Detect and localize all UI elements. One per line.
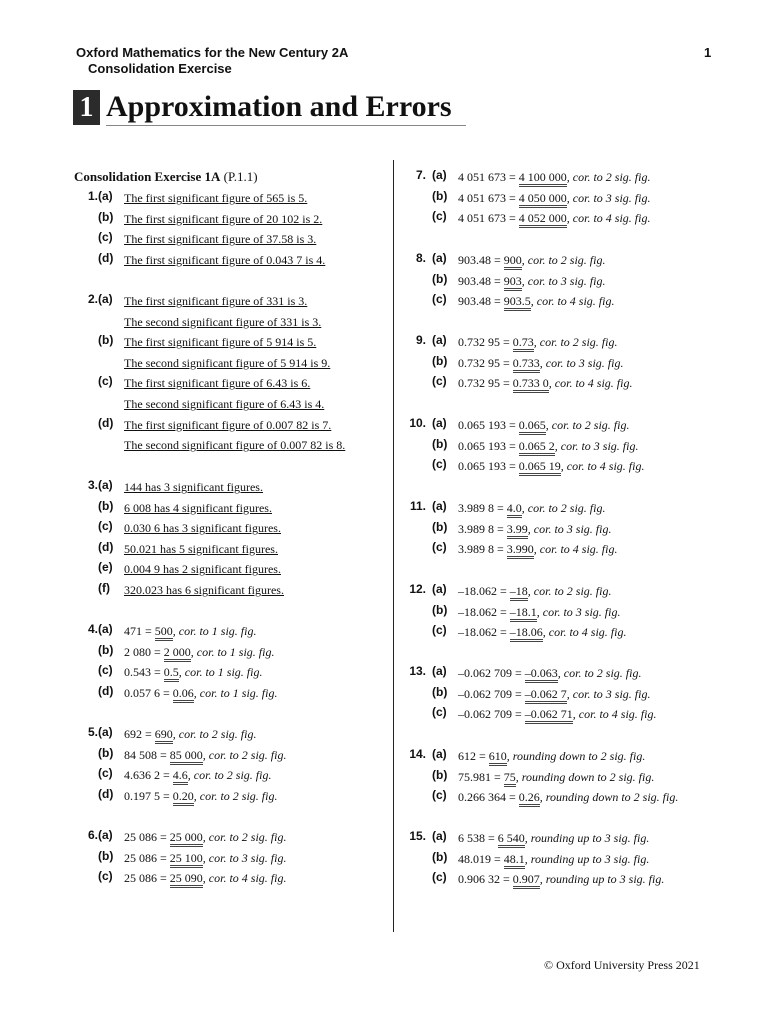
expression: 25 086 = (124, 830, 170, 844)
expression: 4.636 2 = (124, 768, 173, 783)
rounding-note: , cor. to 4 sig. fig. (530, 294, 615, 309)
answer-line (124, 210, 322, 228)
expression: 75.981 = (458, 769, 504, 784)
part-label: (c) (432, 292, 447, 307)
part-label: (b) (98, 498, 114, 513)
question-number: 2. (87, 292, 98, 306)
answer-value: 0.20 (173, 789, 194, 806)
chapter-title-rule (106, 125, 466, 126)
expression: 0.065 193 = (458, 438, 519, 453)
answer-text: The second significant figure of 5 914 is 9. (124, 355, 331, 370)
expression: 903.48 = (458, 253, 504, 267)
rounding-note: , cor. to 1 sig. fig. (178, 665, 263, 680)
rounding-note: , cor. to 3 sig. fig. (554, 438, 639, 453)
chapter-title: Approximation and Errors (106, 90, 452, 123)
book-title: Oxford Mathematics for the New Century 2A (76, 45, 349, 60)
rounding-note: , cor. to 3 sig. fig. (521, 273, 606, 288)
rounding-note: , cor. to 2 sig. fig. (521, 501, 606, 515)
answer-text: The first significant figure of 0.043 7 is 4. (124, 252, 326, 267)
answer-line (124, 499, 272, 517)
answer-text: 320.023 has 6 significant figures. (124, 583, 284, 597)
expression: 0.732 95 = (458, 335, 513, 349)
question-number: 11. (409, 499, 426, 513)
rounding-note: , cor. to 1 sig. fig. (172, 624, 257, 638)
answer-value: 3.990 (507, 542, 534, 559)
rounding-note: , cor. to 4 sig. fig. (533, 542, 618, 557)
expression: 2 080 = (124, 644, 164, 659)
answer-text: The second significant figure of 0.007 82 is 8. (124, 438, 346, 453)
part-label: (d) (98, 683, 114, 698)
answer-line (458, 623, 626, 641)
answer-line (458, 354, 623, 372)
expression: 0.732 95 = (458, 355, 513, 370)
answer-value: 4 050 000 (519, 191, 567, 208)
part-label: (a) (98, 622, 113, 636)
answer-value: 85 000 (170, 748, 203, 765)
part-label: (a) (432, 168, 447, 182)
answer-value: 25 100 (170, 851, 203, 868)
rounding-note: , cor. to 2 sig. fig. (521, 253, 606, 267)
part-label: (b) (98, 745, 114, 760)
rounding-note: , rounding down to 2 sig. fig. (506, 749, 646, 763)
question-number: 15. (409, 829, 426, 843)
part-label: (b) (432, 602, 448, 617)
part-label: (c) (98, 869, 113, 884)
answer-text: The first significant figure of 20 102 is 2. (124, 211, 323, 226)
part-label: (a) (432, 829, 447, 843)
rounding-note: , cor. to 2 sig. fig. (202, 830, 287, 844)
section-ref: (P.1.1) (220, 169, 258, 184)
answer-value: 4.0 (507, 501, 522, 518)
answer-line (124, 374, 310, 392)
expression: 4 051 673 = (458, 211, 519, 226)
expression: 612 = (458, 749, 489, 763)
rounding-note: , cor. to 2 sig. fig. (527, 584, 612, 598)
rounding-note: , cor. to 3 sig. fig. (539, 355, 624, 370)
part-label: (c) (432, 788, 447, 803)
answer-line (458, 747, 645, 765)
question-number: 9. (415, 333, 426, 347)
rounding-note: , cor. to 2 sig. fig. (566, 170, 651, 184)
answer-value: 903.5 (504, 294, 531, 311)
answer-line (124, 416, 331, 434)
part-label: (c) (432, 457, 447, 472)
answer-line (124, 292, 307, 310)
answer-line (458, 603, 620, 621)
rounding-note: , cor. to 1 sig. fig. (193, 685, 278, 700)
answer-line (458, 251, 605, 269)
answer-line (124, 395, 324, 413)
part-label: (c) (432, 540, 447, 555)
answer-line (124, 849, 286, 867)
part-label: (d) (98, 415, 114, 430)
part-label: (a) (98, 189, 113, 203)
answer-value: 25 000 (170, 830, 203, 847)
answer-value: 0.5 (164, 665, 179, 682)
answer-text: 50.021 has 5 significant figures. (124, 541, 278, 556)
answer-line (124, 766, 271, 784)
answer-line (124, 622, 256, 640)
part-label: (c) (98, 374, 113, 389)
answer-line (124, 828, 286, 846)
answer-line (124, 684, 277, 702)
question-number: 8. (415, 251, 426, 265)
part-label: (b) (432, 271, 448, 286)
answer-line (124, 643, 274, 661)
answer-line (458, 416, 629, 434)
answer-value: 4 100 000 (519, 170, 567, 187)
question-number: 13. (409, 664, 426, 678)
expression: 3.989 8 = (458, 501, 507, 515)
answer-line (124, 189, 307, 207)
rounding-note: , cor. to 3 sig. fig. (202, 850, 287, 865)
answer-value: 75 (504, 770, 516, 787)
answer-value: 0.733 (513, 356, 540, 373)
answer-value: 4 052 000 (519, 211, 567, 228)
rounding-note: , cor. to 4 sig. fig. (548, 376, 633, 391)
answer-line (124, 354, 330, 372)
answer-value: –0.063 (525, 666, 558, 683)
answer-value: 6 540 (498, 831, 525, 848)
answer-line (458, 664, 641, 682)
answer-line (458, 829, 649, 847)
part-label: (a) (432, 747, 447, 761)
chapter-number: 1 (73, 90, 100, 125)
part-label: (b) (432, 188, 448, 203)
answer-line (458, 189, 650, 207)
rounding-note: , cor. to 3 sig. fig. (566, 686, 651, 701)
answer-line (124, 787, 277, 805)
answer-line (458, 788, 678, 806)
question-number: 6. (87, 828, 98, 842)
part-label: (c) (98, 230, 113, 245)
answer-value: 48.1 (504, 852, 525, 869)
answer-text: 0.004 9 has 2 significant figures. (124, 562, 281, 577)
rounding-note: , rounding down to 2 sig. fig. (515, 769, 655, 784)
answer-value: 610 (489, 749, 507, 766)
expression: 0.065 193 = (458, 459, 519, 474)
part-label: (c) (432, 209, 447, 224)
answer-value: 0.26 (519, 790, 540, 807)
answer-value: –0.062 7 (525, 687, 567, 704)
question-number: 14. (409, 747, 426, 761)
answer-line (124, 725, 256, 743)
expression: 0.543 = (124, 665, 164, 680)
answer-line (458, 768, 654, 786)
section-title-text: Consolidation Exercise 1A (74, 169, 221, 184)
page-number: 1 (704, 45, 712, 60)
rounding-note: , cor. to 3 sig. fig. (536, 604, 621, 619)
answer-line (458, 374, 632, 392)
answer-line (124, 519, 281, 537)
answer-line (124, 436, 345, 454)
answer-line (124, 663, 262, 681)
answer-text: The first significant figure of 565 is 5. (124, 191, 308, 205)
answer-line (124, 251, 325, 269)
answer-value: 500 (155, 624, 173, 641)
expression: 3.989 8 = (458, 542, 507, 557)
rounding-note: , rounding up to 3 sig. fig. (539, 872, 665, 887)
expression: 4 051 673 = (458, 190, 519, 205)
expression: 0.732 95 = (458, 376, 513, 391)
expression: 903.48 = (458, 294, 504, 309)
part-label: (a) (98, 725, 113, 739)
answer-line (458, 582, 611, 600)
expression: –0.062 709 = (458, 707, 525, 722)
part-label: (c) (98, 519, 113, 534)
answer-line (124, 230, 316, 248)
answer-line (458, 540, 617, 558)
part-label: (c) (98, 663, 113, 678)
question-number: 5. (87, 725, 98, 739)
part-label: (b) (432, 849, 448, 864)
expression: 0.266 364 = (458, 790, 519, 805)
rounding-note: , cor. to 4 sig. fig. (572, 707, 657, 722)
answer-value: 0.907 (513, 872, 540, 889)
expression: 25 086 = (124, 871, 170, 886)
answer-line (458, 499, 605, 517)
rounding-note: , cor. to 4 sig. fig. (560, 459, 645, 474)
answer-line (458, 870, 664, 888)
answer-text: The second significant figure of 6.43 is 4. (124, 397, 325, 411)
expression: 48.019 = (458, 851, 504, 866)
answer-text: The first significant figure of 6.43 is 6. (124, 376, 311, 391)
part-label: (a) (432, 582, 447, 596)
rounding-note: , rounding up to 3 sig. fig. (524, 831, 650, 845)
part-label: (e) (98, 560, 113, 575)
answer-text: The second significant figure of 331 is 3. (124, 314, 322, 329)
answer-line (458, 850, 649, 868)
question-number: 7. (415, 168, 426, 182)
answer-text: 0.030 6 has 3 significant figures. (124, 521, 281, 536)
answer-value: 0.065 (519, 418, 546, 435)
part-label: (c) (432, 705, 447, 720)
answer-line (124, 478, 263, 496)
page-subtitle: Consolidation Exercise (88, 61, 232, 76)
answer-text: 144 has 3 significant figures. (124, 480, 263, 494)
expression: 3.989 8 = (458, 521, 507, 536)
expression: –18.062 = (458, 604, 510, 619)
question-number: 1. (87, 189, 98, 203)
rounding-note: , cor. to 4 sig. fig. (542, 625, 627, 640)
answer-line (124, 540, 278, 558)
part-label: (a) (432, 499, 447, 513)
answer-value: 900 (504, 253, 522, 270)
answer-line (124, 746, 286, 764)
answer-line (124, 313, 321, 331)
expression: 0.065 193 = (458, 418, 519, 432)
part-label: (a) (432, 664, 447, 678)
part-label: (d) (98, 786, 114, 801)
rounding-note: , cor. to 3 sig. fig. (566, 190, 651, 205)
answer-text: The first significant figure of 37.58 is 3. (124, 232, 317, 247)
answer-value: –18.1 (510, 605, 537, 622)
answer-line (458, 272, 605, 290)
part-label: (b) (98, 848, 114, 863)
expression: 6 538 = (458, 831, 498, 845)
expression: –0.062 709 = (458, 666, 525, 680)
answer-line (124, 581, 284, 599)
answer-line (458, 333, 617, 351)
answer-value: 2 000 (164, 645, 191, 662)
answer-value: 0.73 (513, 335, 534, 352)
part-label: (b) (98, 333, 114, 348)
question-number: 10. (409, 416, 426, 430)
expression: 692 = (124, 727, 155, 741)
answer-line (458, 457, 644, 475)
answer-value: –0.062 71 (525, 707, 573, 724)
answer-line (124, 333, 316, 351)
answer-value: –18 (510, 584, 528, 601)
rounding-note: , rounding up to 3 sig. fig. (524, 851, 650, 866)
question-number: 3. (87, 478, 98, 492)
part-label: (c) (432, 374, 447, 389)
part-label: (b) (432, 767, 448, 782)
copyright-footer: © Oxford University Press 2021 (544, 958, 700, 972)
part-label: (a) (432, 416, 447, 430)
section-title (74, 169, 258, 185)
part-label: (b) (432, 436, 448, 451)
part-label: (d) (98, 250, 114, 265)
answer-value: 690 (155, 727, 173, 744)
answer-line (458, 437, 638, 455)
question-number: 4. (87, 622, 98, 636)
answer-text: The first significant figure of 331 is 3. (124, 294, 308, 308)
part-label: (a) (98, 292, 113, 306)
rounding-note: , cor. to 3 sig. fig. (527, 521, 612, 536)
answer-value: 3.99 (507, 522, 528, 539)
answer-line (458, 168, 650, 186)
part-label: (c) (432, 870, 447, 885)
expression: –18.062 = (458, 625, 510, 640)
part-label: (c) (432, 623, 447, 638)
answer-line (458, 520, 611, 538)
part-label: (b) (432, 353, 448, 368)
answer-value: 0.065 19 (519, 459, 561, 476)
expression: –18.062 = (458, 584, 510, 598)
answer-text: The first significant figure of 0.007 82 is 7. (124, 417, 332, 432)
part-label: (a) (98, 478, 113, 492)
rounding-note: , cor. to 2 sig. fig. (533, 335, 618, 349)
rounding-note: , cor. to 2 sig. fig. (202, 747, 287, 762)
part-label: (b) (432, 519, 448, 534)
rounding-note: , cor. to 2 sig. fig. (193, 788, 278, 803)
part-label: (c) (98, 766, 113, 781)
answer-value: 25 090 (170, 871, 203, 888)
answer-line (458, 685, 650, 703)
rounding-note: , rounding down to 2 sig. fig. (539, 790, 679, 805)
rounding-note: , cor. to 4 sig. fig. (566, 211, 651, 226)
question-number: 12. (409, 582, 426, 596)
expression: –0.062 709 = (458, 686, 525, 701)
rounding-note: , cor. to 1 sig. fig. (190, 644, 275, 659)
answer-text: 6 008 has 4 significant figures. (124, 500, 272, 515)
part-label: (a) (432, 251, 447, 265)
part-label: (f) (98, 581, 110, 595)
expression: 0.197 5 = (124, 788, 173, 803)
rounding-note: , cor. to 2 sig. fig. (187, 768, 272, 783)
rounding-note: , cor. to 4 sig. fig. (202, 871, 287, 886)
answer-line (124, 869, 286, 887)
rounding-note: , cor. to 2 sig. fig. (545, 418, 630, 432)
rounding-note: , cor. to 2 sig. fig. (172, 727, 257, 741)
part-label: (a) (98, 828, 113, 842)
answer-line (458, 209, 650, 227)
part-label: (b) (432, 684, 448, 699)
answer-value: 4.6 (173, 768, 188, 785)
answer-value: 903 (504, 274, 522, 291)
expression: 471 = (124, 624, 155, 638)
part-label: (b) (98, 209, 114, 224)
expression: 84 508 = (124, 747, 170, 762)
column-divider (393, 160, 394, 932)
answer-line (458, 292, 614, 310)
answer-value: 0.06 (173, 686, 194, 703)
answer-line (124, 560, 281, 578)
answer-text: The first significant figure of 5 914 is 5. (124, 335, 317, 350)
answer-value: 0.065 2 (519, 439, 555, 456)
expression: 0.057 6 = (124, 685, 173, 700)
answer-line (458, 705, 656, 723)
expression: 4 051 673 = (458, 170, 519, 184)
expression: 0.906 32 = (458, 872, 513, 887)
answer-value: 0.733 0 (513, 376, 549, 393)
part-label: (b) (98, 642, 114, 657)
part-label: (d) (98, 539, 114, 554)
expression: 25 086 = (124, 850, 170, 865)
rounding-note: , cor. to 2 sig. fig. (557, 666, 642, 680)
expression: 903.48 = (458, 273, 504, 288)
part-label: (a) (432, 333, 447, 347)
answer-value: –18.06 (510, 625, 543, 642)
